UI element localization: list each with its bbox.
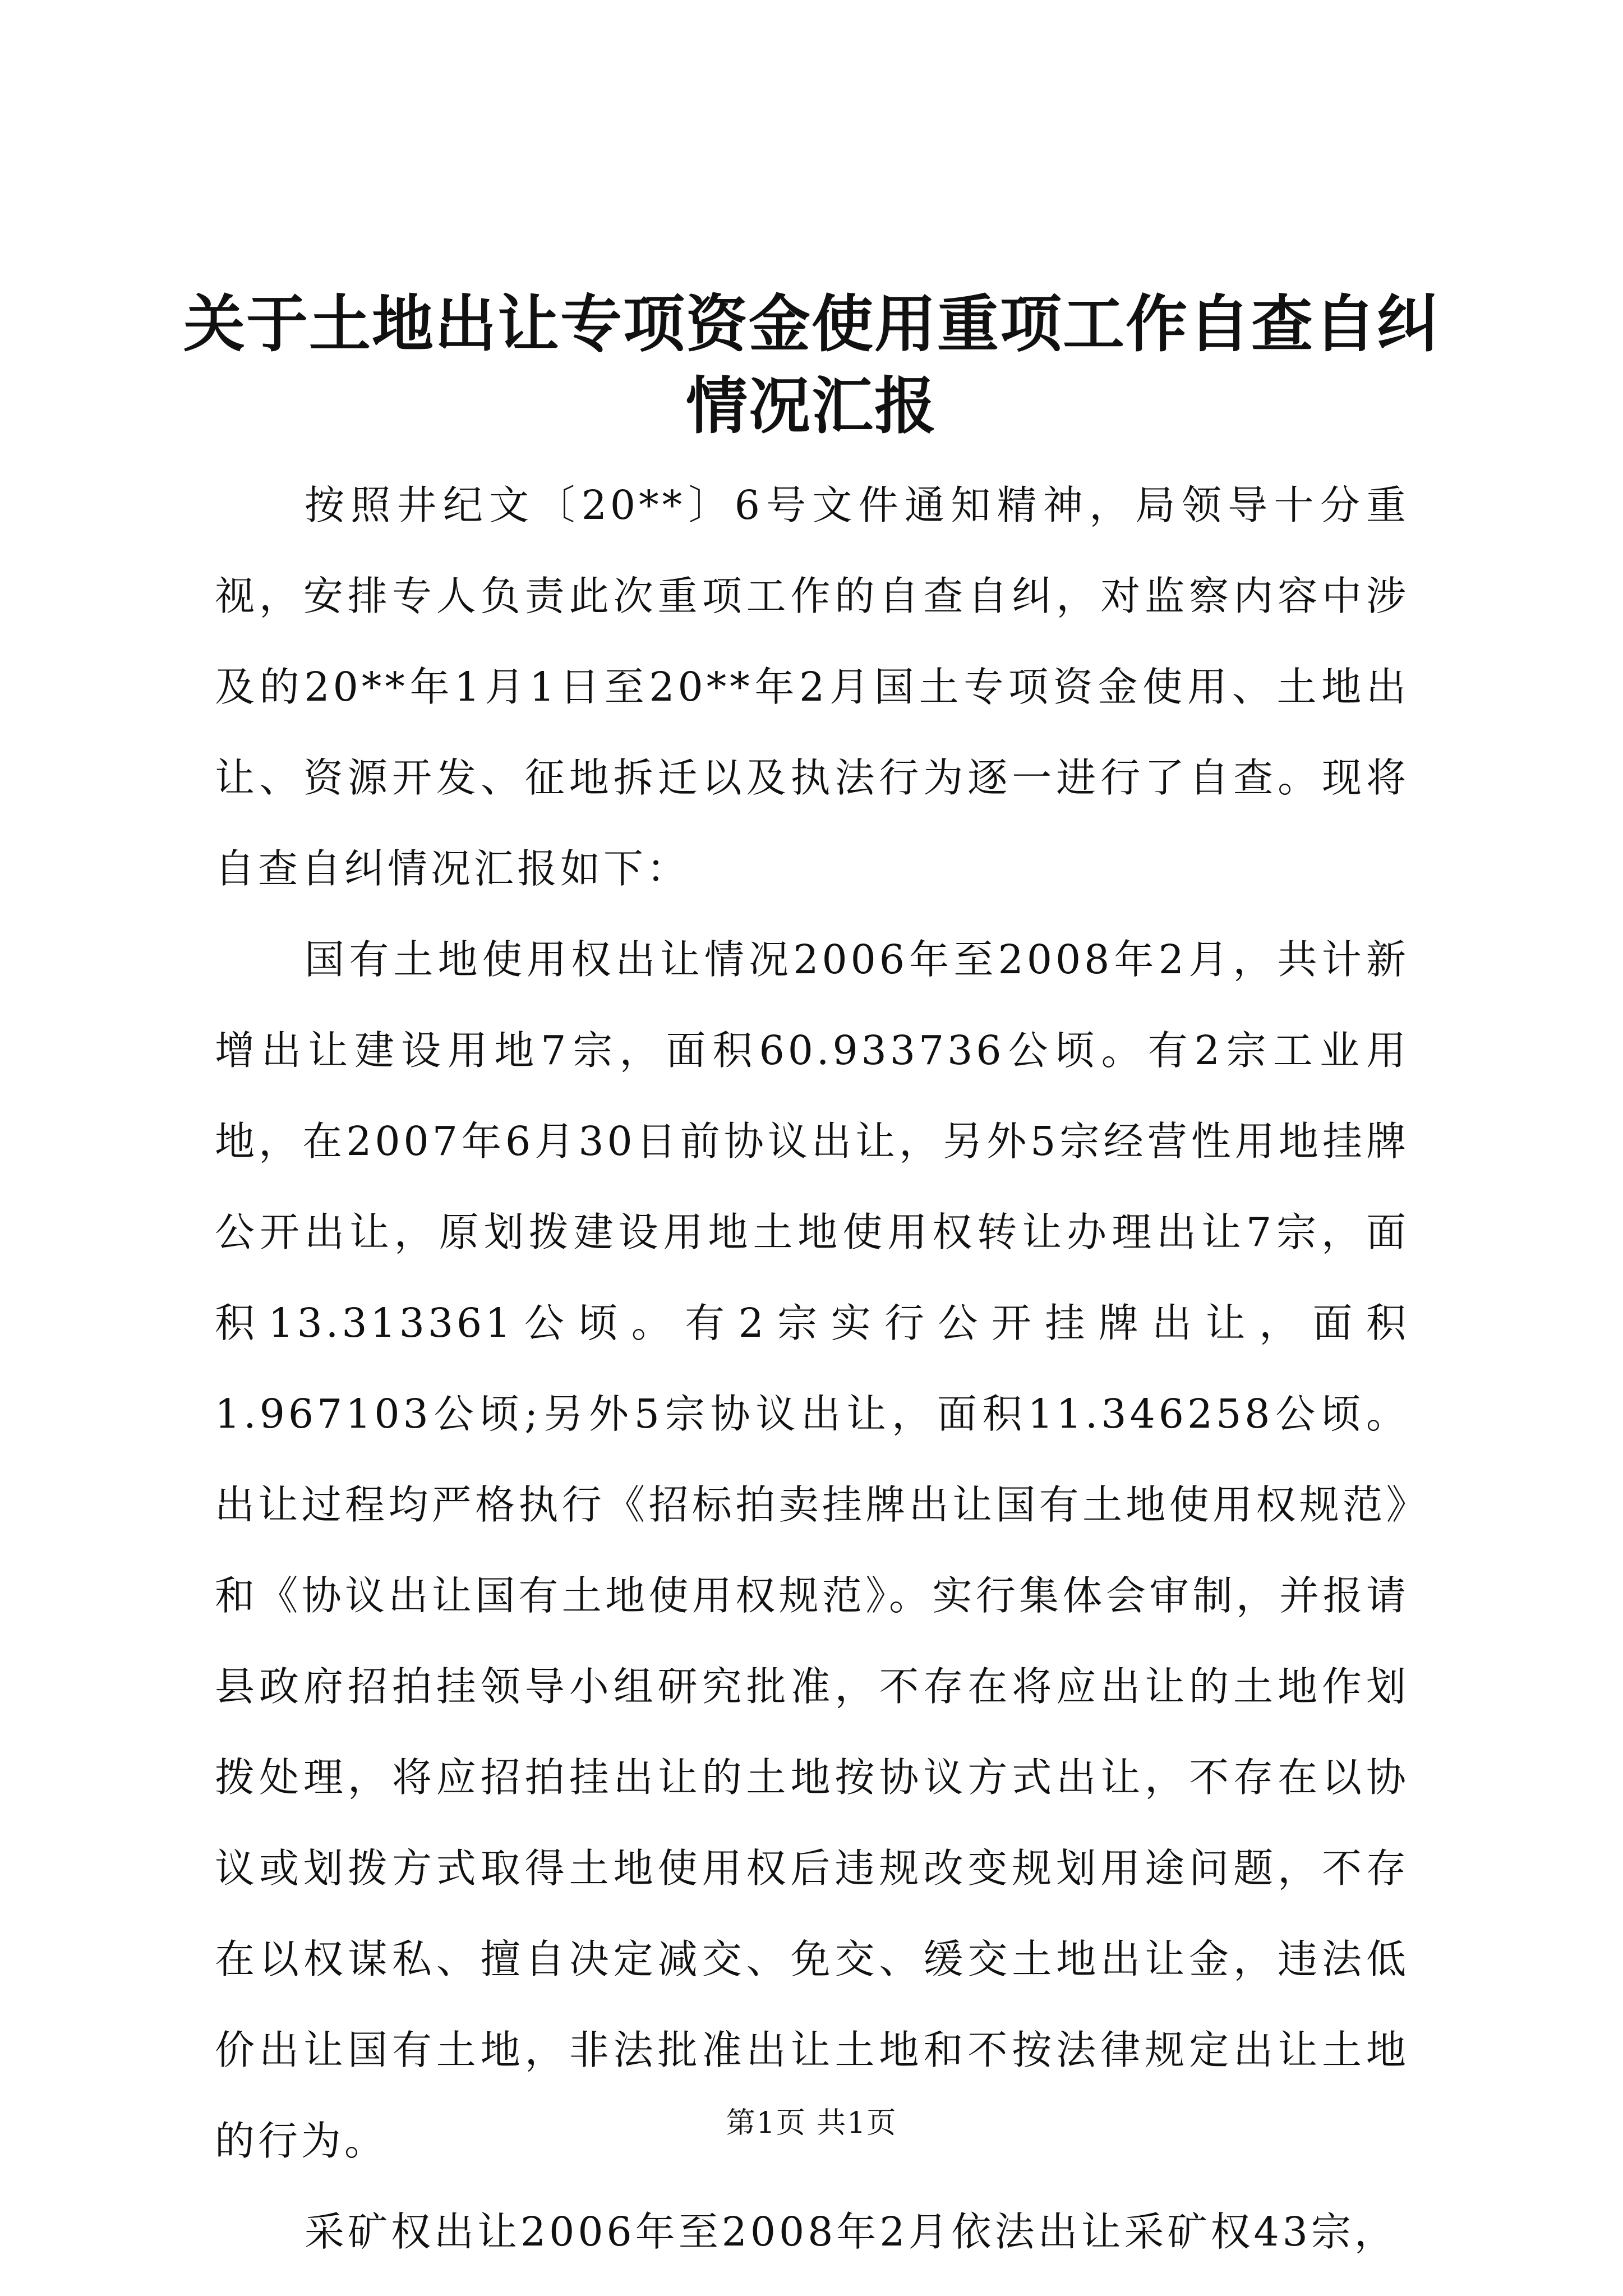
- paragraph-mining-rights: 采矿权出让2006年至2008年2月依法出让采矿权43宗，: [305, 2208, 1398, 2255]
- paragraph-intro: 按照井纪文〔20**〕6号文件通知精神，局领导十分重视，安排专人负责此次重项工作的自查自纠，对监察内容中涉及的20**年1月1日至20**年2月国土专项资金使用、土地出让、资源开发、征地拆迁以及执法行为逐一进行了自查。现将自查自纠情况汇报如下：: [215, 482, 1409, 892]
- paragraph-land-transfer: 国有土地使用权出让情况2006年至2008年2月，共计新增出让建设用地7宗，面积60.933736公顷。有2宗工业用地，在2007年6月30日前协议出让，另外5宗经营性用地挂牌公开出让，原划拨建设用地土地使用权转让办理出让7宗，面积13.313361公顷。有2宗实行公开挂牌出让，面积1.967103公顷;另外5宗协议出让，面积11.346258公顷。出让过程均严格执行《招标拍卖挂牌出让国有土地使用权规范》和《协议出让国有土地使用权规范》。实行集体会审制，并报请县政府招拍挂领导小组研究批准，不存在将应出让的土地作划拨处理，将应招拍挂出让的土地按协议方式出让，不存在以协议或划拨方式取得土地使用权后违规改变规划用途问题，不存在以权谋私、擅自决定减交、免交、缓交土地出让金，违法低价出让国有土地，非法批准出让土地和不按法律规定出让土地的行为。: [215, 936, 1409, 2164]
- document-body: [215, 460, 1409, 2277]
- title-line-2: 情况汇报: [686, 370, 937, 442]
- document-title: [168, 283, 1455, 447]
- title-line-1: 关于土地出让专项资金使用重项工作自查自纠: [183, 288, 1440, 360]
- page-footer: 第1页 共1页: [726, 2106, 897, 2140]
